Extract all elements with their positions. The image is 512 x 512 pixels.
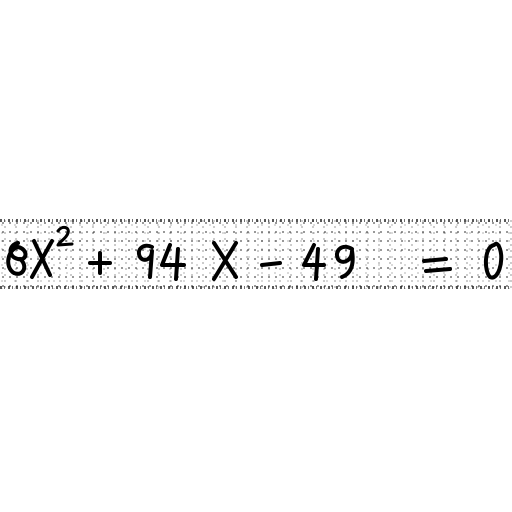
equation-text <box>0 219 512 289</box>
